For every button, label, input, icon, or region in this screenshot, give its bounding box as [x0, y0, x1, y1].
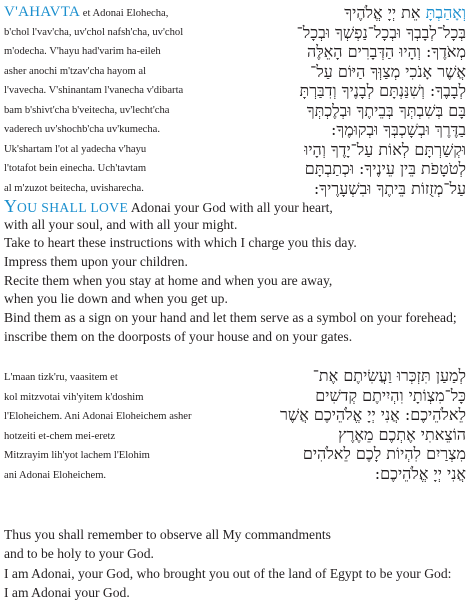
english-line: Bind them as a sign on your hand and let them serve as a symbol on your forehead; [4, 310, 457, 326]
hebrew-line: לְמַעַן תִּזְכְּרוּ וַעֲשִׂיתֶם אֶת־ [312, 366, 466, 385]
english-line: with all your soul, and with all your might. [4, 216, 238, 232]
translit-line: b'chol l'vav'cha, uv'chol nafsh'cha, uv'chol [4, 26, 184, 38]
hebrew-line: בְּכָל־לְבָבְךָ וּבְכָל־נַפְשְׁךָ וּבְכָל־ [296, 22, 466, 42]
hebrew-line: וּקְשַׁרְתָּם לְאוֹת עַל־יָדֶךָ וְהָיוּ [304, 139, 466, 159]
hebrew-first-rest: אֵת יְיָ אֱלֹהֶיךָ [344, 3, 426, 22]
hebrew-line: לְטֹטָפֹת בֵּין עֵינֶיךָ: וּכְתַבְתָּם [304, 159, 466, 178]
english-head-initial: Y [4, 196, 17, 216]
english-line: inscribe them on the doorposts of your house and on your gates. [4, 328, 353, 344]
hebrew-line [297, 3, 466, 23]
hebrew-line: עַל־מְזֻזוֹת בֵּיתֶךָ וּבִשְׁעָרֶיךָ: [313, 178, 466, 198]
translit-line: kol mitzvotai vih'yitem k'doshim [4, 391, 144, 403]
translit-line: asher anochi m'tzav'cha hayom al [4, 65, 147, 77]
english-line: Recite them when you stay at home and when you are away, [4, 272, 333, 288]
block1-hebrew [297, 3, 466, 198]
translit-first-word: V'AHAVTA [4, 4, 81, 20]
english-line: Thus you shall remember to observe all My commandments [4, 527, 331, 542]
hebrew-line: אֲנִי יְיָ אֱלֹהֵיכֶם: [374, 463, 466, 483]
block2-transliteration [4, 368, 192, 485]
english-line: when you lie down and when you get up. [4, 291, 228, 307]
hebrew-line: כָּל־מִצְוֹתָי וִהְיִיתֶם קְדשִׁים [315, 385, 466, 405]
hebrew-line: מִצְרַיִם לִהְיוֹת לָכֶם לֵאלֹהִים [302, 444, 466, 463]
translit-line: ani Adonai Eloheichem. [4, 469, 107, 481]
english-line: Impress them upon your children. [4, 254, 188, 270]
translit-line: al m'zuzot beitecha, uvisharecha. [4, 182, 144, 194]
english-line: I am Adonai, your God, who brought you out of the land of Egypt to be your God: [4, 565, 452, 581]
hebrew-line: הוֹצֵאתִי אֶתְכֶם מֵאֶרֶץ [338, 424, 466, 444]
english-line [4, 197, 457, 216]
translit-line: l'totafot bein einecha. Uch'tavtam [4, 163, 147, 174]
hebrew-line: אֲשֶׁר אָנֹכִי מְצַוְּךָ הַיּוֹם עַל־ [310, 61, 466, 81]
translit-line: Uk'shartam l'ot al yadecha v'hayu [4, 143, 147, 155]
english-translation-1 [4, 197, 457, 347]
english-line: I am Adonai your God. [4, 584, 130, 600]
english-line: Take to heart these instructions with which I charge you this day. [4, 235, 357, 251]
english-translation-2 [4, 525, 451, 602]
english-first-rest: Adonai your God with all your heart, [128, 200, 333, 215]
translit-first-rest: et Adonai Elohecha, [80, 8, 169, 19]
block1-transliteration [4, 3, 183, 198]
translit-line: hotzeiti et-chem mei-eretz [4, 430, 116, 442]
hebrew-line: לְבָבֶךָ: וְשִׁנַּנְתָּם לְבָנֶיךָ וְדִבַּרְתָּ [299, 81, 466, 100]
english-head-caps: OU SHALL LOVE [17, 200, 129, 215]
hebrew-first-word: וְאָהַבְתָּ [425, 3, 466, 22]
hebrew-line: בָּם בְּשִׁבְתְּךָ בְּבֵיתֶךָ וּבְלֶכְתְּךָ [306, 100, 466, 120]
translit-line: m'odecha. V'hayu had'varim ha-eileh [4, 46, 161, 57]
translit-line [4, 3, 183, 23]
translit-line: l'Eloheichem. Ani Adonai Eloheichem asher [4, 411, 192, 422]
hebrew-line: מְאֹדֶךָ: וְהָיוּ הַדְּבָרִים הָאֵלֶּה [306, 42, 466, 61]
translit-line: l'vavecha. V'shinantam l'vanecha v'dibarta [4, 85, 184, 96]
block2-hebrew [280, 366, 466, 483]
translit-line: bam b'shivt'cha b'veitecha, uv'lecht'cha [4, 104, 170, 116]
translit-line: vaderech uv'shochb'cha uv'kumecha. [4, 124, 161, 135]
translit-line: L'maan tizk'ru, vaasitem et [4, 372, 118, 383]
english-line: and to be holy to your God. [4, 546, 154, 562]
hebrew-line: בַדֶּרֶךְ וּבְשָׁכְבְּךָ וּבְקוּמֶךָ: [330, 120, 466, 139]
hebrew-line: לֵאלֹהֵיכֶם: אֲנִי יְיָ אֱלֹהֵיכֶם אֲשֶׁר [280, 405, 466, 424]
translit-line: Mitzrayim lih'yot lachem l'Elohim [4, 450, 150, 461]
